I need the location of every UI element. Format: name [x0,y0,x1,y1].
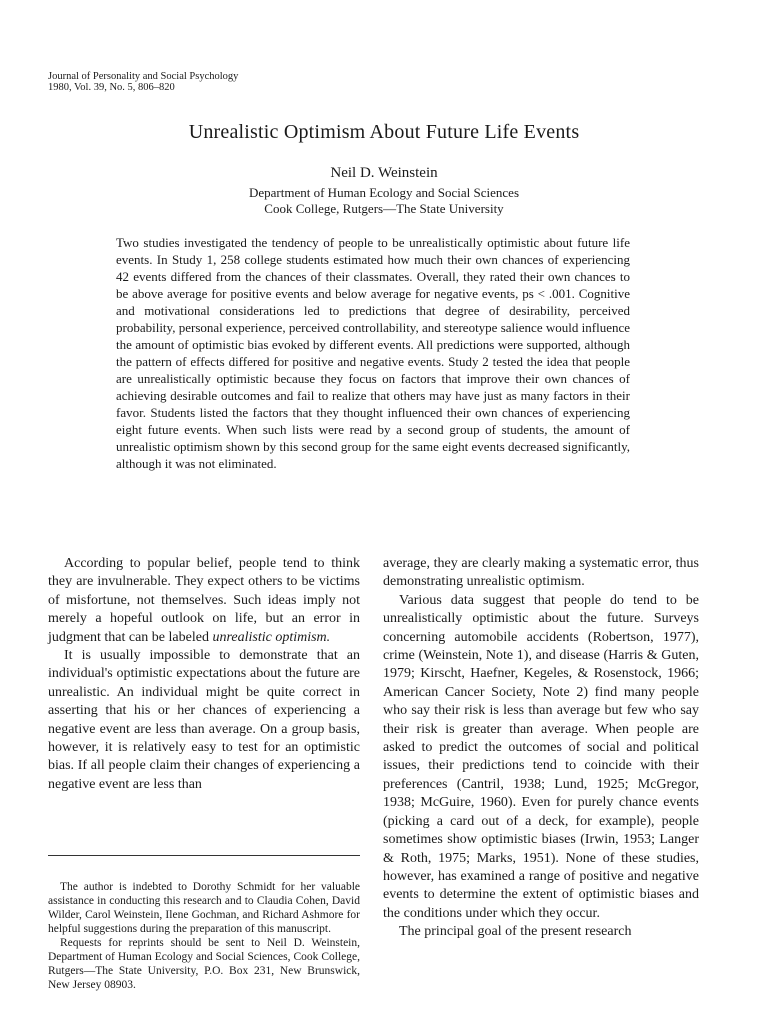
journal-header [48,71,238,93]
footnotes [48,880,360,992]
journal-name: Journal of Personality and Social Psychology [48,71,239,82]
footnote-acknowledgment: The author is indebted to Dorothy Schmidt for her valuable assistance in conducting this research and to Claudia Cohen, David Wilder, Carol Weinstein, Ilene Gochman, and Richard Ashmore for helpful suggestions during the preparation of this manuscript. [48,881,360,935]
abstract: Two studies investigated the tendency of people to be unrealistically optimistic about future life events. In Study 1, 258 college students estimated how much their own chances of experiencing 42 events differed from the chances of their classmates. Overall, they rated their own chances to be above average for positive events and below average for negative events, ps < .001. Cognitive and motivational considerations led to predictions that degree of desirability, perceived probability, personal experience, perceived controllability, and stereotype salience would influence the amount of optimistic bias evoked by different events. All predictions were supported, although the pattern of effects differed for positive and negative events. Study 2 tested the idea that people are unrealistically optimistic because they focus on factors that improve their own chances of achieving desirable outcomes and fail to realize that others may have just as many factors in their favor. Students listed the factors that they thought influenced their own chances of experiencing eight future events. When such lists were read by a second group of students, the amount of unrealistic optimism shown by this second group for the same eight events decreased significantly, although it was not eliminated. [116,235,630,471]
emphasized-term: unrealistic optimism. [212,629,331,645]
body-paragraph: It is usually impossible to demonstrate that an individual's optimistic expectations about the future are unrealistic. An individual might be quite correct in asserting that his or her chances of experiencing a negative event are less than average. On a group basis, however, it is relatively easy to test for an optimistic bias. If all people claim their changes of experiencing a negative event are less than [48,648,360,792]
article-title: Unrealistic Optimism About Future Life Events [188,121,580,143]
footnote-reprint-request: Requests for reprints should be sent to Neil D. Weinstein, Department of Human Ecology and Social Sciences, Cook College, Rutgers—The State University, P.O. Box 231, New Brunswick, New Jersey 08903. [48,937,360,991]
article-author: Neil D. Weinstein [330,165,438,181]
body-paragraph [48,555,360,647]
journal-citation: 1980, Vol. 39, No. 5, 806–820 [48,82,175,93]
body-column-right [383,555,699,942]
affiliation-institution: Cook College, Rutgers—The State University [264,201,504,216]
body-paragraph-text: According to popular belief, people tend to think they are invulnerable. They expect others to be victims of misfortune, not themselves. Such ideas imply not merely a hopeful outlook on life, but an error in judgment that can be labeled [48,556,360,645]
body-column-left [48,555,360,794]
body-paragraph: Various data suggest that people do tend to be unrealistically optimistic about the future. Surveys concerning automobile accidents (Robertson, 1977), crime (Weinstein, Note 1), and disease (Harris & Guten, 1979; Kirscht, Haefner, Kegeles, & Rosenstock, 1966; American Cancer Society, Note 2) find many people who say their risk is less than average but few who say their risk is greater than average. When people are asked to predict the outcomes of social and political issues, their predictions tend to coincide with their preferences (Cantril, 1938; Lund, 1925; McGregor, 1938; McGuire, 1960). Even for purely chance events (picking a card out of a deck, for example), people sometimes show optimistic biases (Irwin, 1953; Langer & Roth, 1975; Marks, 1951). None of these studies, however, has examined a range of positive and negative events to determine the extent of optimistic biases and the conditions under which they occur. [383,592,699,921]
body-paragraph: average, they are clearly making a systematic error, thus demonstrating unrealistic optimism. [383,556,699,590]
body-paragraph: The principal goal of the present research [399,924,632,940]
affiliation-department: Department of Human Ecology and Social Sciences [248,185,520,200]
author-affiliation [0,185,768,217]
footnote-divider [48,855,360,856]
